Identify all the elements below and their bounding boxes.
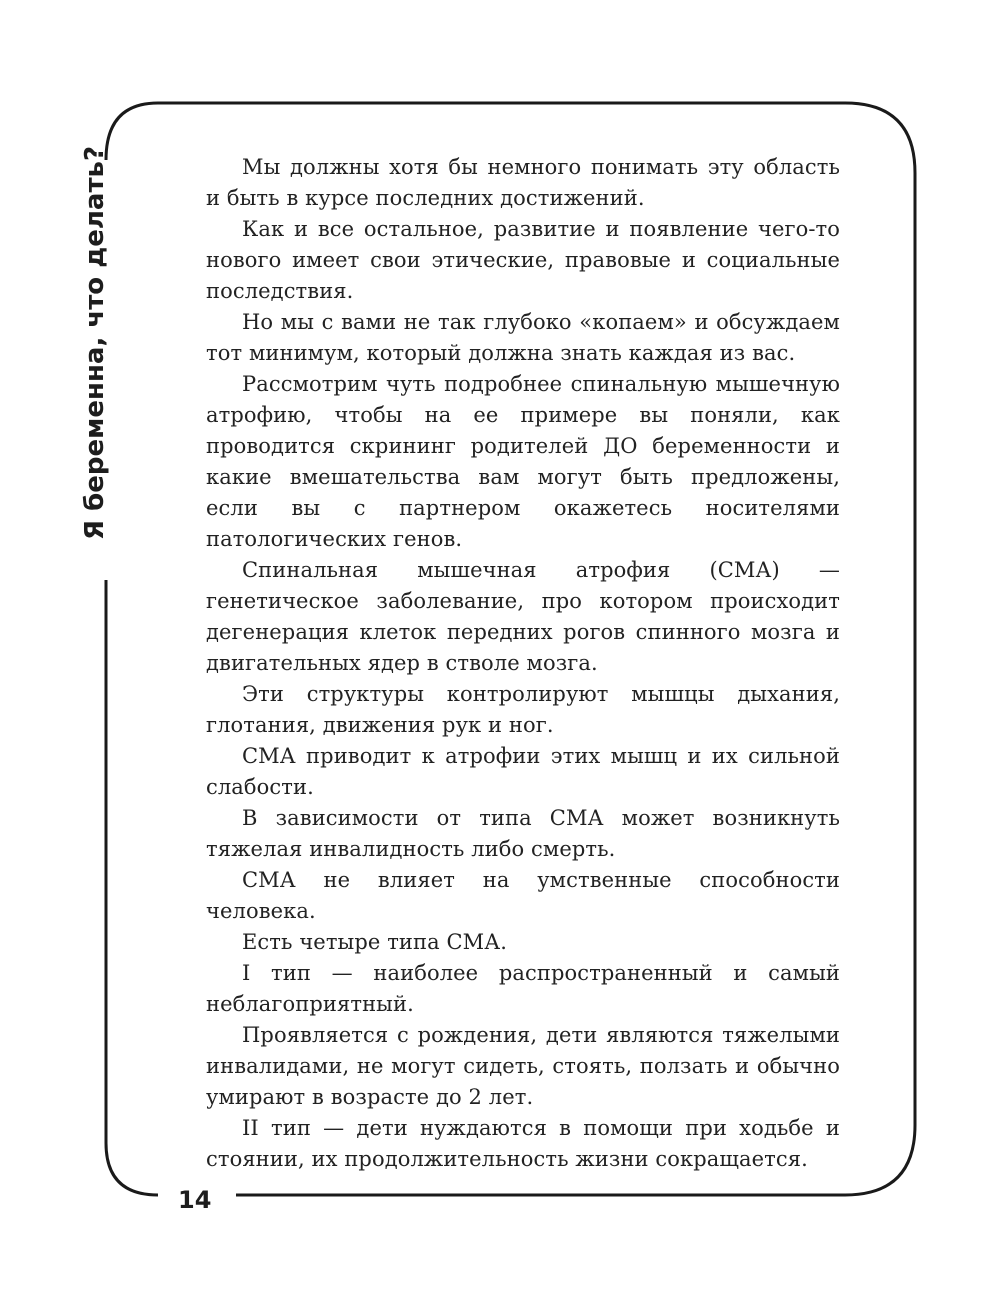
running-head-title: Я беременна, что делать? xyxy=(80,145,110,540)
paragraph: Рассмотрим чуть подробнее спинальную мышечную атрофию, чтобы на ее примере вы поняли, как проводится скрининг родителей ДО беременности и какие вмешательства вам могут быть предложены, если вы с партнером окажетесь носителями патологических генов. xyxy=(206,372,840,551)
paragraph: Но мы с вами не так глубоко «копаем» и обсуждаем тот минимум, который должна знать каждая из вас. xyxy=(206,310,840,365)
paragraph: Эти структуры контролируют мышцы дыхания, глотания, движения рук и ног. xyxy=(206,682,840,737)
paragraph: СМА приводит к атрофии этих мышц и их сильной слабости. xyxy=(206,744,840,799)
paragraph: Есть четыре типа СМА. xyxy=(242,930,508,954)
paragraph: I тип — наиболее распространенный и самый неблагоприятный. xyxy=(206,961,840,1016)
paragraph: СМА не влияет на умственные способности человека. xyxy=(206,868,840,923)
paragraph: Спинальная мышечная атрофия (СМА) — генетическое заболевание, про котором происходит дегенерация клеток передних рогов спинного мозга и двигательных ядер в стволе мозга. xyxy=(206,558,840,675)
paragraph: В зависимости от типа СМА может возникнуть тяжелая инвалидность либо смерть. xyxy=(206,806,840,861)
body-text xyxy=(206,152,840,1175)
paragraph: II тип — дети нуждаются в помощи при ходьбе и стоянии, их продолжительность жизни сокращается. xyxy=(206,1116,840,1171)
paragraph: Проявляется с рождения, дети являются тяжелыми инвалидами, не могут сидеть, стоять, ползать и обычно умирают в возрасте до 2 лет. xyxy=(206,1023,840,1109)
paragraph: Как и все остальное, развитие и появление чего-то нового имеет свои этические, правовые и социальные последствия. xyxy=(206,217,840,303)
paragraph: Мы должны хотя бы немного понимать эту область и быть в курсе последних достижений. xyxy=(206,155,840,210)
page-number: 14 xyxy=(178,1186,212,1214)
